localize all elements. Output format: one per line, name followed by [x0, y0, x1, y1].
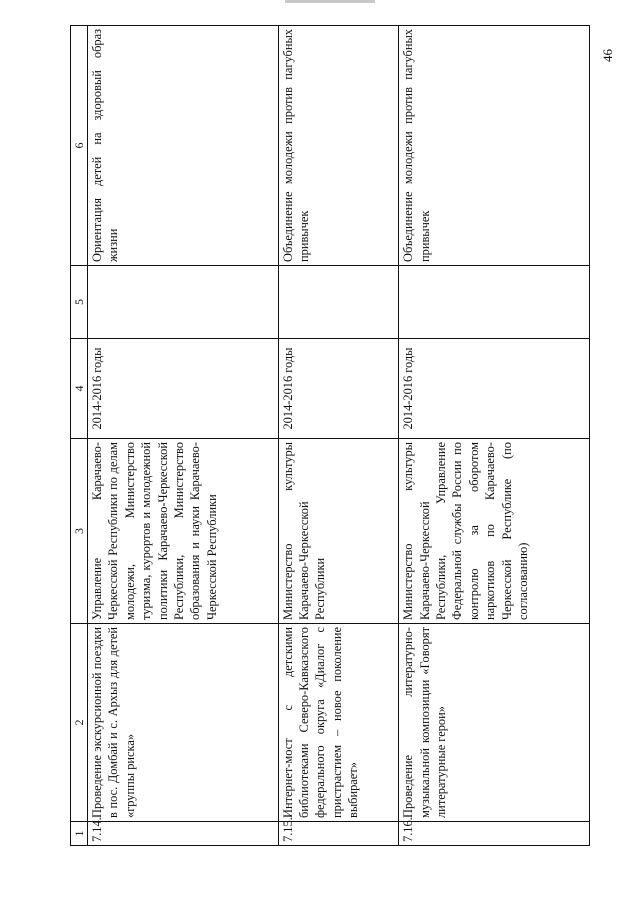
result-cell: Ориентация детей на здоровый образ жизни [88, 26, 279, 266]
empty-cell [399, 266, 590, 339]
header-col-1: 1 [71, 822, 88, 846]
result-cell: Объединение молодежи против пагубных привычек [278, 26, 399, 266]
result-cell: Объединение молодежи против пагубных привычек [399, 26, 590, 266]
executor-cell: Министерство культуры Карачаево-Черкесской Республики, Управление Федеральной службы России по контролю за оборотом наркотиков по Карачаево-Черкесской Республике (по согласованию) [399, 439, 590, 624]
executor-cell: Управление Карачаево-Черкесской Республики по делам молодежи, Министерство туризма, курортов и молодежной политики Карачаево-Черкесской Республики, Министерство образования и науки Карачаево-Черкесской Республики [88, 439, 279, 624]
header-row [71, 26, 88, 846]
event-cell: Проведение экскурсионной поездки в пос. Домбай и с. Архыз для детей «группы риска» [88, 624, 279, 822]
empty-cell [88, 266, 279, 339]
table-row [399, 26, 590, 846]
event-cell: Проведение литературно-музыкальной композиции «Говорят литературные герои» [399, 624, 590, 822]
header-col-5: 5 [71, 266, 88, 339]
event-cell: Интернет-мост с детскими библиотеками Северо-Кавказского федерального округа «Диалог с пристрастием – новое поколение выбирает» [278, 624, 399, 822]
page-number: 46 [600, 49, 615, 62]
rotated-page [70, 26, 590, 846]
table-row [278, 26, 399, 846]
header-col-3: 3 [71, 439, 88, 624]
row-number: 7.15. [278, 822, 399, 846]
period-cell: 2014-2016 годы [88, 339, 279, 439]
period-cell: 2014-2016 годы [278, 339, 399, 439]
executor-cell: Министерство культуры Карачаево-Черкесской Республики [278, 439, 399, 624]
scan-artifact [285, 0, 375, 3]
table-row [88, 26, 279, 846]
row-number: 7.16. [399, 822, 590, 846]
header-col-6: 6 [71, 26, 88, 266]
header-col-4: 4 [71, 339, 88, 439]
row-number: 7.14. [88, 822, 279, 846]
period-cell: 2014-2016 годы [399, 339, 590, 439]
measures-table [70, 25, 590, 846]
empty-cell [278, 266, 399, 339]
header-col-2: 2 [71, 624, 88, 822]
